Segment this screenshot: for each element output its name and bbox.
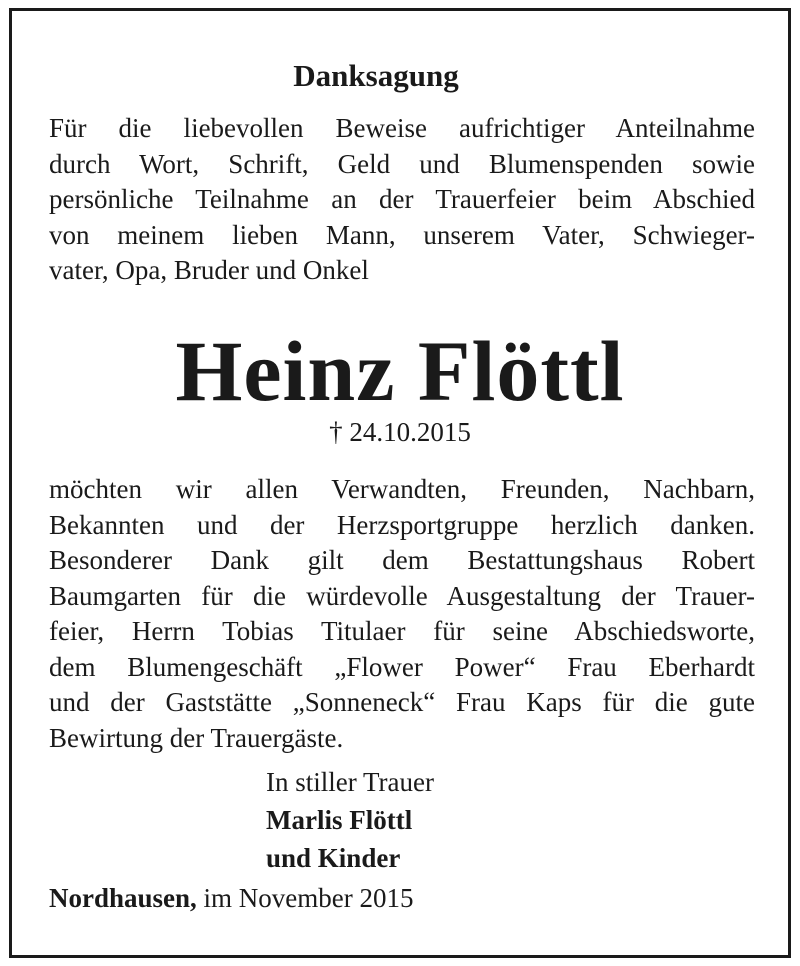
signoff-block: [266, 763, 434, 877]
notice-date: im November 2015: [196, 883, 414, 913]
place-name: Nordhausen,: [49, 883, 197, 913]
signoff-name: Marlis Flöttl: [266, 805, 413, 835]
intro-line: persönliche Teilnahme an der Trauerfeier beim Abschied: [49, 184, 755, 214]
body-line: feier, Herrn Tobias Titulaer für seine Abschiedsworte,: [49, 616, 755, 646]
body-line: möchten wir allen Verwandten, Freunden, Nachbarn,: [49, 474, 755, 504]
intro-paragraph: [49, 111, 755, 289]
body-paragraph: [49, 472, 755, 756]
body-line: Bekannten und der Herzsportgruppe herzlich danken.: [49, 509, 755, 540]
signoff-intro: In stiller Trauer: [266, 767, 434, 797]
body-line: Baumgarten für die würdevolle Ausgestaltung der Trauer-: [49, 580, 755, 611]
intro-line: durch Wort, Schrift, Geld und Blumenspenden sowie: [49, 148, 755, 179]
notice-frame: [9, 8, 791, 958]
intro-line: vater, Opa, Bruder und Onkel: [49, 255, 369, 285]
notice-heading: Danksagung: [293, 58, 459, 93]
death-date: † 24.10.2015: [329, 417, 471, 447]
intro-line: von meinem lieben Mann, unserem Vater, Schwieger-: [49, 219, 755, 250]
body-line: Bewirtung der Trauergäste.: [49, 722, 344, 753]
signoff-family: und Kinder: [266, 843, 401, 873]
body-line: und der Gaststätte „Sonneneck“ Frau Kaps für die gute: [49, 687, 755, 717]
deceased-name: Heinz Flöttl: [175, 323, 625, 419]
body-line: Besonderer Dank gilt dem Bestattungshaus Robert: [49, 545, 755, 575]
body-line: dem Blumengeschäft „Flower Power“ Frau Eberhardt: [49, 651, 755, 682]
place-date-line: [49, 879, 414, 917]
intro-line: Für die liebevollen Beweise aufrichtiger Anteilnahme: [49, 113, 755, 143]
